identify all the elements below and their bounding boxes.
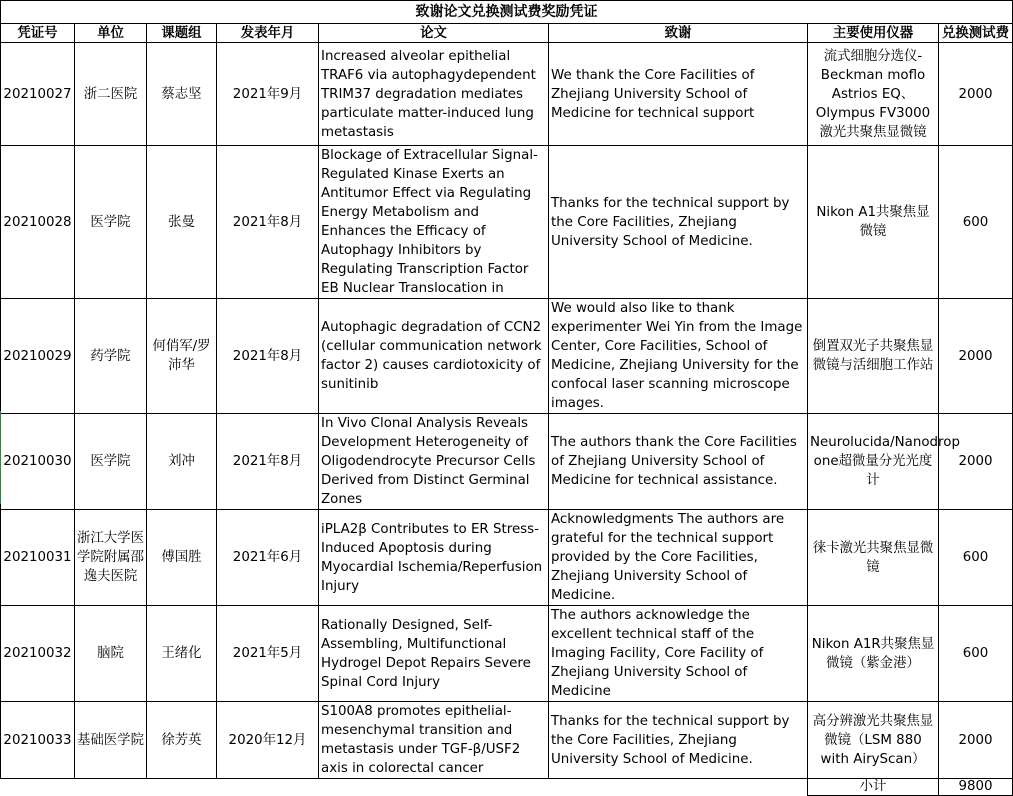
unit-cell: 医学院 xyxy=(75,414,147,510)
voucher-no-cell: 20210031 xyxy=(1,510,75,606)
group-cell: 刘冲 xyxy=(147,414,217,510)
sheet-title: 致谢论文兑换测试费奖励凭证 xyxy=(1,1,1013,24)
date-cell: 2020年12月 xyxy=(217,702,319,779)
instrument-cell: 流式细胞分选仪-Beckman moflo Astrios EQ、Olympus FV3000激光共聚焦显微镜 xyxy=(808,43,939,146)
header-instrument: 主要使用仪器 xyxy=(808,24,939,43)
voucher-no-cell: 20210029 xyxy=(1,299,75,414)
instrument-cell: Nikon A1R共聚焦显微镜（紫金港） xyxy=(808,606,939,702)
fee-cell: 2000 xyxy=(939,43,1013,146)
header-group: 课题组 xyxy=(147,24,217,43)
ack-cell: We would also like to thank experimenter Wei Yin from the Image Center, Core Facilities, School of Medicine, Zhejiang University for the confocal laser scanning microscope images. xyxy=(549,299,808,414)
instrument-cell: Nikon A1共聚焦显微镜 xyxy=(808,146,939,299)
group-cell: 徐芳英 xyxy=(147,702,217,779)
unit-cell: 医学院 xyxy=(75,146,147,299)
paper-cell: In Vivo Clonal Analysis Reveals Development Heterogeneity of Oligodendrocyte Precursor Cells Derived from Distinct Germinal Zones xyxy=(319,414,549,510)
unit-cell: 浙江大学医学院附属邵逸夫医院 xyxy=(75,510,147,606)
date-cell: 2021年6月 xyxy=(217,510,319,606)
active-row-marker xyxy=(0,411,1,504)
instrument-cell: 高分辨激光共聚焦显微镜（LSM 880 with AiryScan） xyxy=(808,702,939,779)
header-fee: 兑换测试费 xyxy=(939,24,1013,43)
group-cell: 张曼 xyxy=(147,146,217,299)
unit-cell: 基础医学院 xyxy=(75,702,147,779)
unit-cell: 浙二医院 xyxy=(75,43,147,146)
table-row xyxy=(1,43,1013,146)
total-label: 小计 xyxy=(808,779,939,796)
date-cell: 2021年9月 xyxy=(217,43,319,146)
total-row xyxy=(1,779,1013,796)
table-row xyxy=(1,606,1013,702)
voucher-no-cell: 20210030 xyxy=(1,414,75,510)
instrument-cell: Neurolucida/Nanodrop one超微量分光光度计 xyxy=(808,414,939,510)
header-voucher-no: 凭证号 xyxy=(1,24,75,43)
paper-cell: Autophagic degradation of CCN2 (cellular communication network factor 2) causes cardiotoxicity of sunitinib xyxy=(319,299,549,414)
voucher-no-cell: 20210027 xyxy=(1,43,75,146)
fee-cell: 600 xyxy=(939,146,1013,299)
ack-cell: Acknowledgments The authors are grateful for the technical support provided by the Core Facilities, Zhejiang University School of Medicine. xyxy=(549,510,808,606)
total-spacer xyxy=(1,779,808,796)
table-row xyxy=(1,702,1013,779)
date-cell: 2021年8月 xyxy=(217,299,319,414)
paper-cell: Rationally Designed, Self-Assembling, Multifunctional Hydrogel Depot Repairs Severe Spinal Cord Injury xyxy=(319,606,549,702)
fee-cell: 2000 xyxy=(939,414,1013,510)
voucher-no-cell: 20210028 xyxy=(1,146,75,299)
group-cell: 何俏军/罗沛华 xyxy=(147,299,217,414)
table-row xyxy=(1,299,1013,414)
voucher-no-cell: 20210032 xyxy=(1,606,75,702)
instrument-cell: 徕卡激光共聚焦显微镜 xyxy=(808,510,939,606)
ack-cell: The authors thank the Core Facilities of Zhejiang University School of Medicine for technical assistance. xyxy=(549,414,808,510)
header-date: 发表年月 xyxy=(217,24,319,43)
table-row xyxy=(1,146,1013,299)
group-cell: 傅国胜 xyxy=(147,510,217,606)
header-unit: 单位 xyxy=(75,24,147,43)
fee-cell: 2000 xyxy=(939,702,1013,779)
instrument-cell: 倒置双光子共聚焦显微镜与活细胞工作站 xyxy=(808,299,939,414)
header-paper: 论文 xyxy=(319,24,549,43)
fee-cell: 2000 xyxy=(939,299,1013,414)
voucher-no-cell: 20210033 xyxy=(1,702,75,779)
paper-cell: Increased alveolar epithelial TRAF6 via autophagydependent TRIM37 degradation mediates particulate matter-induced lung metastasis xyxy=(319,43,549,146)
ack-cell: Thanks for the technical support by the Core Facilities, Zhejiang University School of Medicine. xyxy=(549,146,808,299)
group-cell: 蔡志坚 xyxy=(147,43,217,146)
unit-cell: 脑院 xyxy=(75,606,147,702)
fee-cell: 600 xyxy=(939,606,1013,702)
date-cell: 2021年8月 xyxy=(217,146,319,299)
ack-cell: The authors acknowledge the excellent technical staff of the Imaging Facility, Core Facility of Zhejiang University School of Medicine xyxy=(549,606,808,702)
header-ack: 致谢 xyxy=(549,24,808,43)
total-value: 9800 xyxy=(939,779,1013,796)
table-row xyxy=(1,510,1013,606)
paper-cell: S100A8 promotes epithelial-mesenchymal transition and metastasis under TGF-β/USF2 axis in colorectal cancer xyxy=(319,702,549,779)
fee-cell: 600 xyxy=(939,510,1013,606)
ack-cell: Thanks for the technical support by the Core Facilities, Zhejiang University School of Medicine. xyxy=(549,702,808,779)
paper-cell: Blockage of Extracellular Signal-Regulated Kinase Exerts an Antitumor Effect via Regulating Energy Metabolism and Enhances the Efficacy of Autophagy Inhibitors by Regulating Transcription Factor EB Nuclear Translocation in xyxy=(319,146,549,299)
table-row xyxy=(1,414,1013,510)
paper-cell: iPLA2β Contributes to ER Stress-Induced Apoptosis during Myocardial Ischemia/Reperfusion Injury xyxy=(319,510,549,606)
group-cell: 王绪化 xyxy=(147,606,217,702)
date-cell: 2021年5月 xyxy=(217,606,319,702)
unit-cell: 药学院 xyxy=(75,299,147,414)
ack-cell: We thank the Core Facilities of Zhejiang University School of Medicine for technical support xyxy=(549,43,808,146)
date-cell: 2021年8月 xyxy=(217,414,319,510)
table-body xyxy=(1,43,1013,779)
